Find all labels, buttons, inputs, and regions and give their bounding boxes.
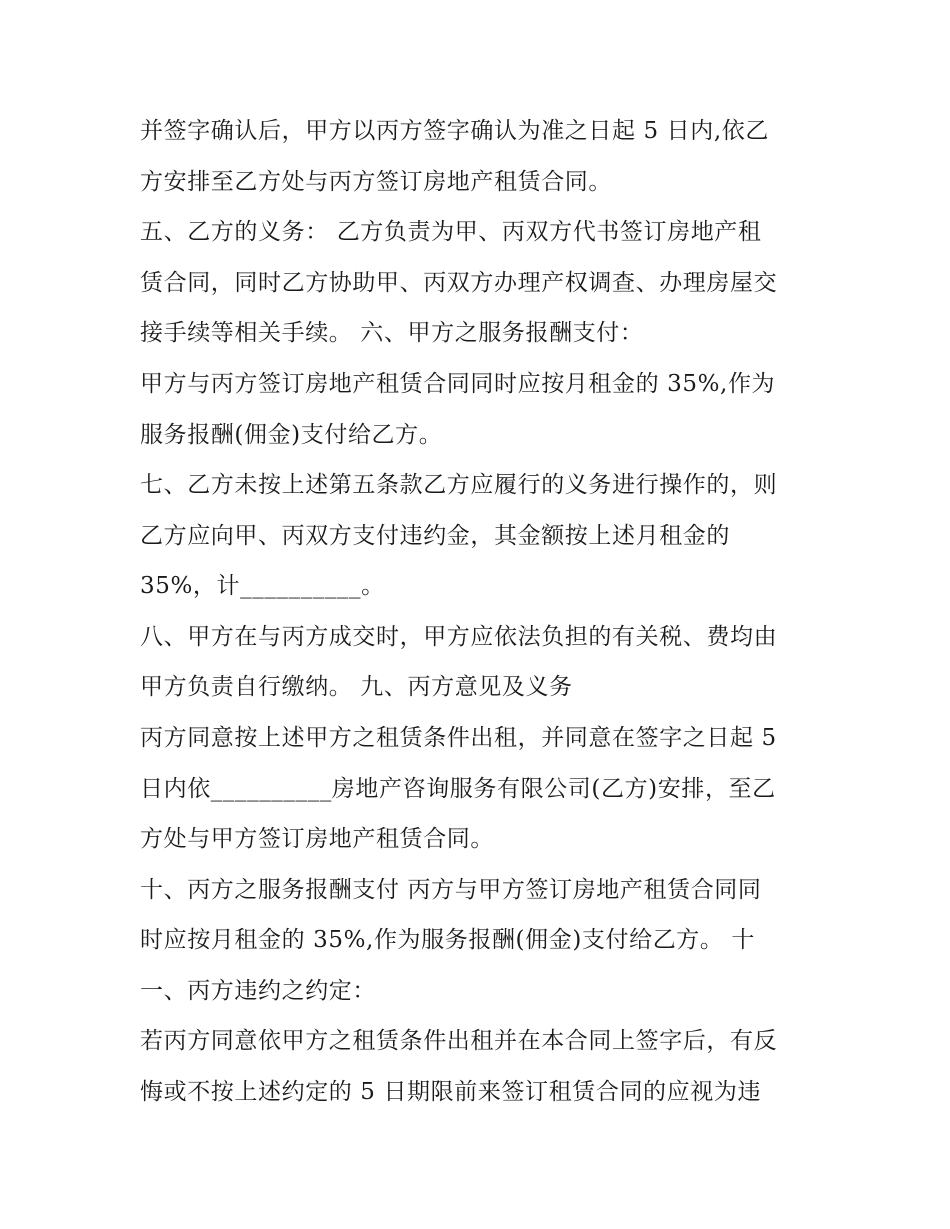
text-line: 七、乙方未按上述第五条款乙方应履行的义务进行操作的，则 bbox=[140, 472, 778, 498]
text-line: 接手续等相关手续。 六、甲方之服务报酬支付： bbox=[140, 320, 644, 346]
text-line: 八、甲方在与丙方成交时，甲方应依法负担的有关税、费均由 bbox=[140, 624, 778, 650]
text-line: 35%，计__________。 bbox=[140, 573, 385, 599]
text-line: 方安排至乙方处与丙方签订房地产租赁合同。 bbox=[140, 169, 612, 195]
text-line: 一、丙方违约之约定： bbox=[140, 978, 376, 1004]
text-line: 乙方应向甲、丙双方支付违约金，其金额按上述月租金的 bbox=[140, 523, 730, 549]
text-line: 时应按月租金的 35%,作为服务报酬(佣金)支付给乙方。 十 bbox=[140, 927, 756, 953]
text-line: 悔或不按上述约定的 5 日期限前来签订租赁合同的应视为违 bbox=[140, 1079, 762, 1105]
text-line: 五、乙方的义务： 乙方负责为甲、丙双方代书签订房地产租 bbox=[140, 219, 762, 245]
text-line: 服务报酬(佣金)支付给乙方。 bbox=[140, 422, 443, 448]
text-line: 方处与甲方签订房地产租赁合同。 bbox=[140, 826, 494, 852]
text-line: 丙方同意按上述甲方之租赁条件出租，并同意在签字之日起 5 bbox=[140, 725, 777, 751]
text-line: 赁合同，同时乙方协助甲、丙双方办理产权调查、办理房屋交 bbox=[140, 270, 778, 296]
text-line: 甲方与丙方签订房地产租赁合同同时应按月租金的 35%,作为 bbox=[140, 371, 776, 397]
text-line: 十、丙方之服务报酬支付 丙方与甲方签订房地产租赁合同同 bbox=[140, 877, 762, 903]
text-line: 甲方负责自行缴纳。 九、丙方意见及义务 bbox=[140, 674, 573, 700]
text-line: 若丙方同意依甲方之租赁条件出租并在本合同上签字后，有反 bbox=[140, 1028, 778, 1054]
text-line: 并签字确认后，甲方以丙方签字确认为准之日起 5 日内,依乙 bbox=[140, 118, 769, 144]
text-line: 日内依__________房地产咨询服务有限公司(乙方)安排，至乙 bbox=[140, 776, 776, 802]
